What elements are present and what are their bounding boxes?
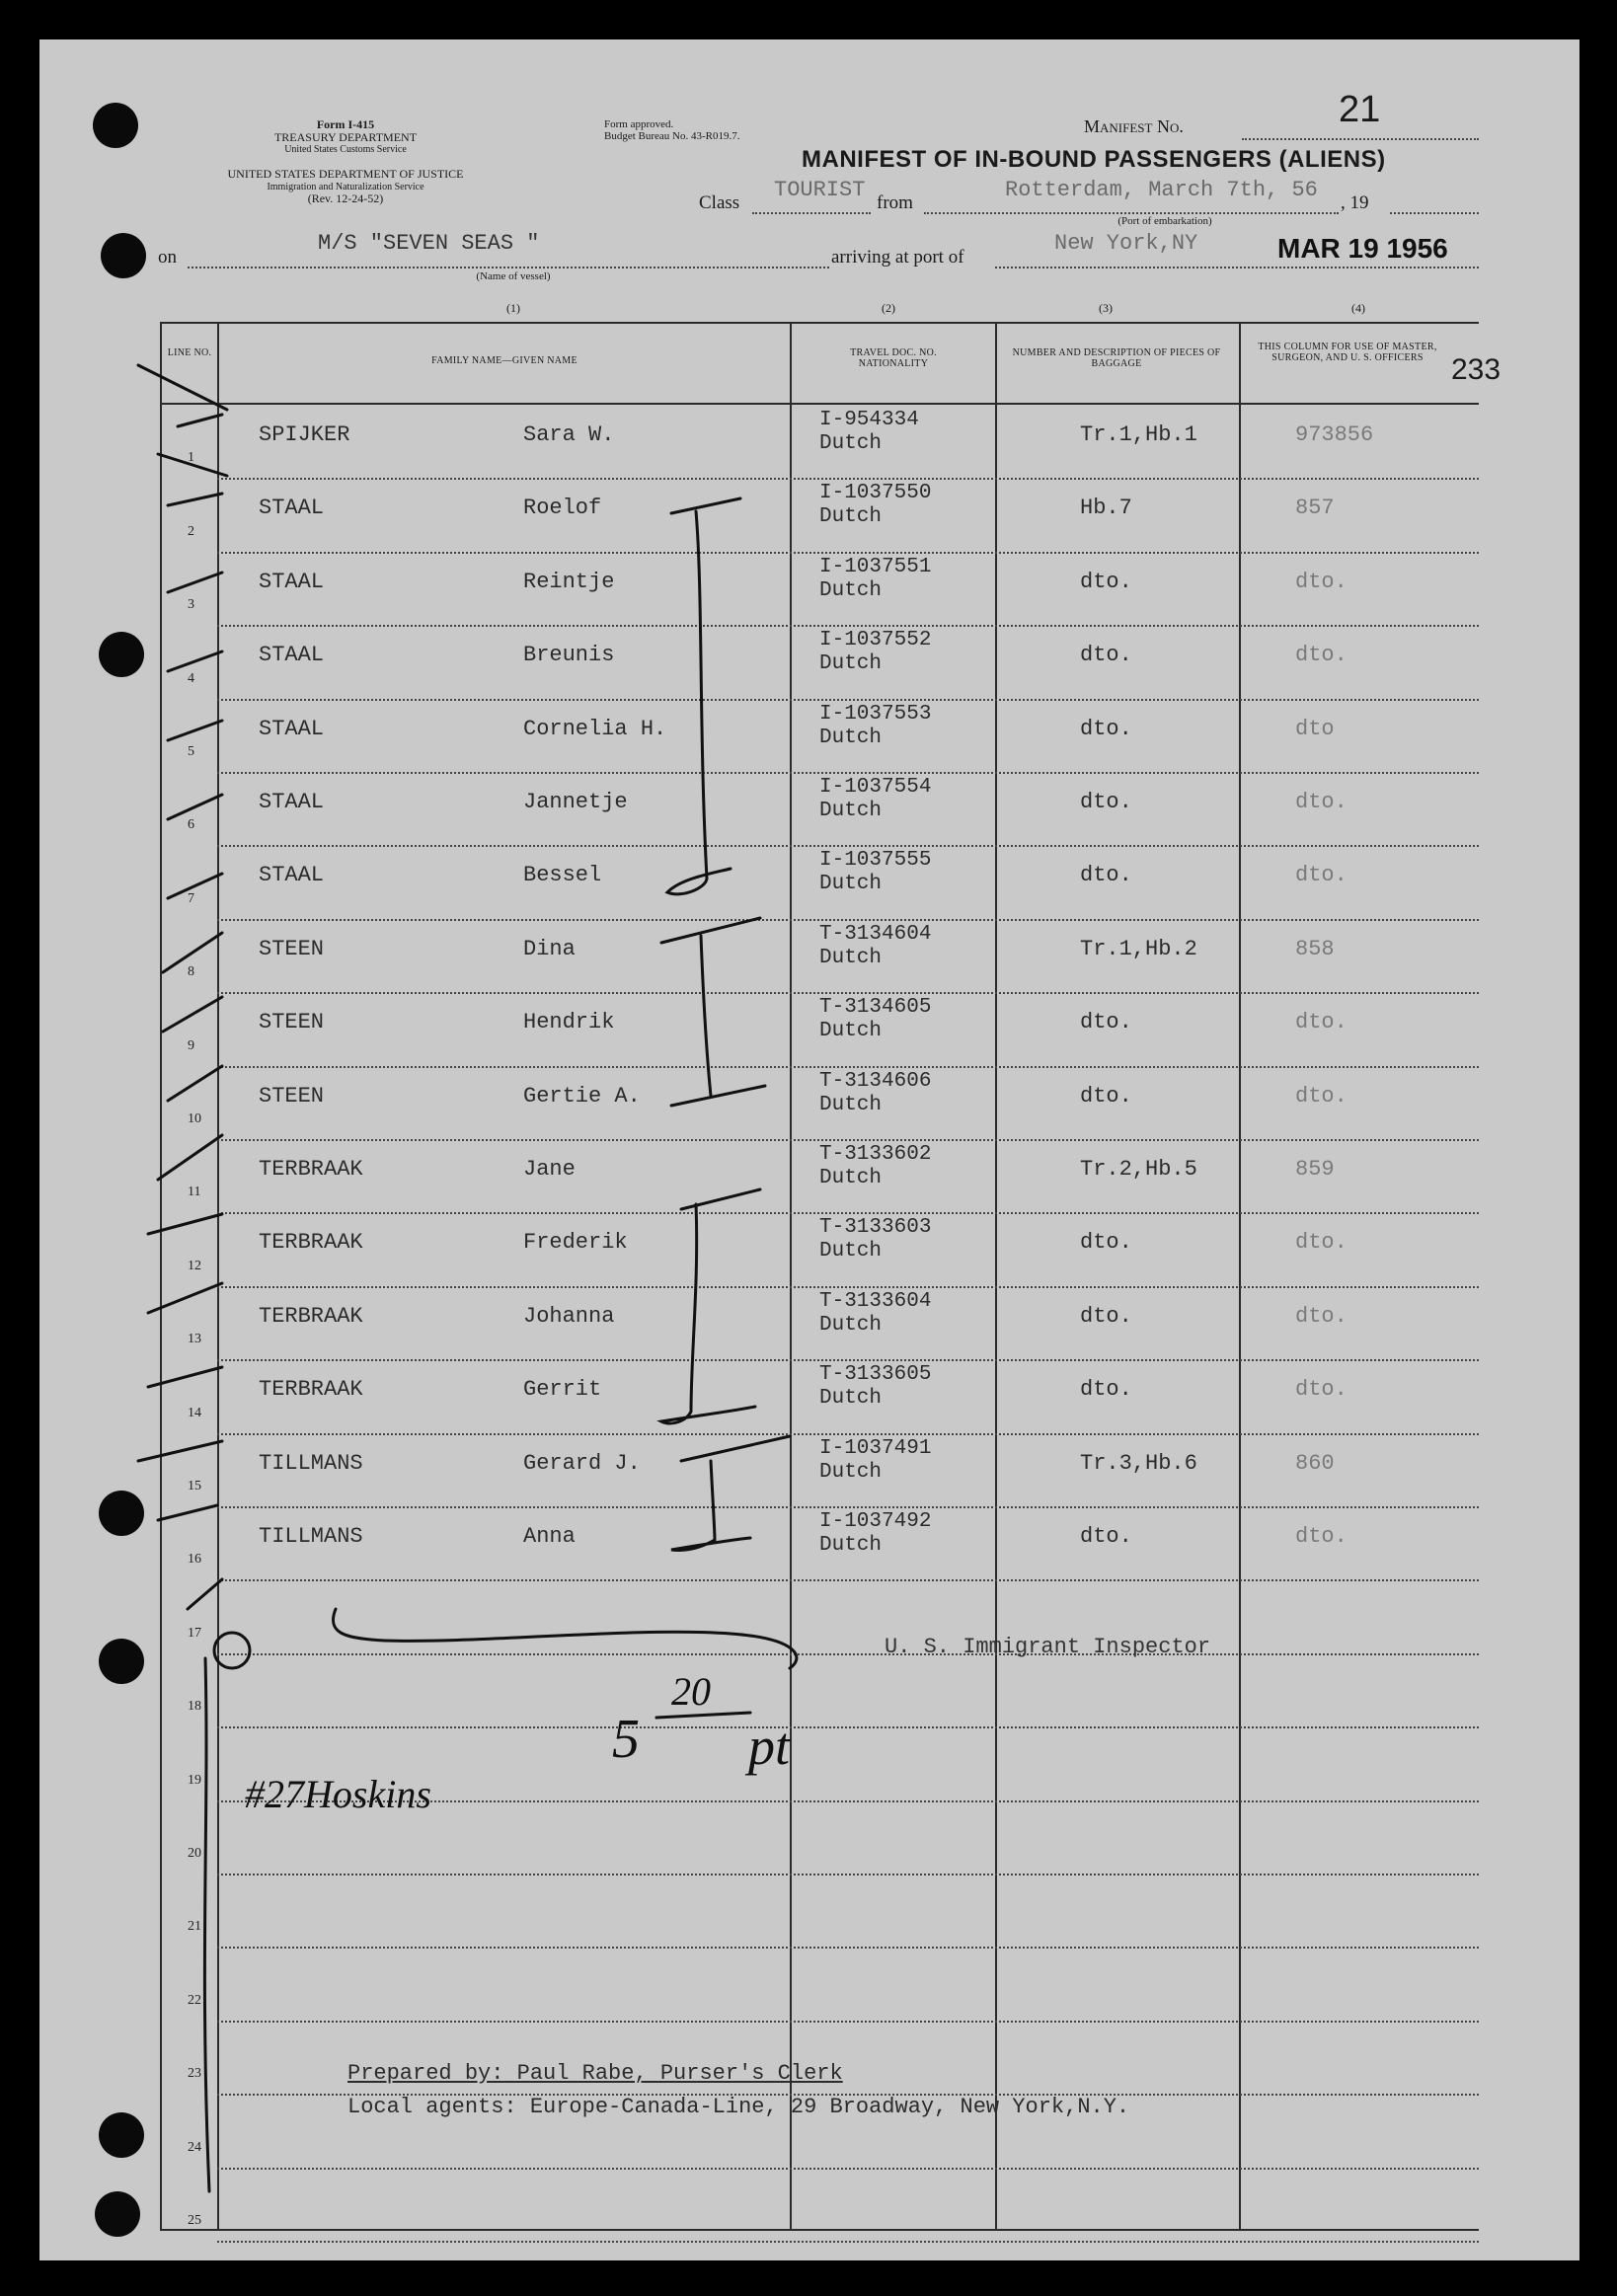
nationality: Dutch bbox=[819, 505, 883, 529]
officer-note: dto. bbox=[1295, 1524, 1348, 1549]
customs-service: United States Customs Service bbox=[284, 144, 407, 155]
travel-doc-number: T-3133602 bbox=[819, 1143, 932, 1166]
travel-doc-number: T-3133603 bbox=[819, 1216, 932, 1240]
given-name: Frederik bbox=[523, 1230, 628, 1256]
bracket-terbraak bbox=[661, 1189, 760, 1423]
arrival-port: New York,NY bbox=[1054, 231, 1198, 256]
officer-note: 860 bbox=[1295, 1450, 1335, 1476]
nationality: Dutch bbox=[819, 726, 883, 749]
line-number: 6 bbox=[188, 817, 194, 833]
family-name: SPIJKER bbox=[259, 422, 350, 447]
line-number: 25 bbox=[188, 2212, 201, 2228]
nationality: Dutch bbox=[819, 800, 883, 822]
line-number: 1 bbox=[188, 450, 194, 466]
given-name: Jane bbox=[523, 1157, 576, 1182]
travel-doc-number: I-1037554 bbox=[819, 776, 932, 799]
baggage: Hb.7 bbox=[1080, 496, 1132, 521]
nationality: Dutch bbox=[819, 1387, 883, 1411]
officer-note: 859 bbox=[1295, 1157, 1335, 1182]
class-label: Class bbox=[699, 192, 740, 213]
baggage: dto. bbox=[1080, 1524, 1132, 1549]
revision: (Rev. 12-24-52) bbox=[307, 191, 384, 205]
line-number: 18 bbox=[188, 1699, 201, 1715]
baggage: dto. bbox=[1080, 1303, 1132, 1329]
line-number: 20 bbox=[188, 1845, 201, 1861]
nationality: Dutch bbox=[819, 652, 883, 676]
given-name: Sara W. bbox=[523, 422, 615, 447]
family-name: STAAL bbox=[259, 790, 325, 814]
line-number: 16 bbox=[188, 1552, 201, 1568]
line-number: 2 bbox=[188, 523, 194, 539]
travel-doc-number: I-1037552 bbox=[819, 629, 932, 652]
travel-doc-number: I-1037492 bbox=[819, 1510, 932, 1533]
nationality: Dutch bbox=[819, 1460, 883, 1484]
officer-note: dto bbox=[1295, 716, 1335, 741]
line-number: 17 bbox=[188, 1625, 201, 1641]
bracket-steen bbox=[661, 918, 765, 1106]
family-name: STAAL bbox=[259, 569, 325, 594]
local-agents: Local agents: Europe-Canada-Line, 29 Broadway, New York,N.Y. bbox=[347, 2095, 1130, 2119]
header-officers: THIS COLUMN FOR USE OF MASTER, SURGEON, AND U. S. OFFICERS bbox=[1258, 342, 1437, 363]
col-index-3: (3) bbox=[1099, 301, 1113, 315]
officer-note: dto. bbox=[1295, 1303, 1348, 1329]
given-name: Gerard J. bbox=[523, 1450, 641, 1476]
given-name: Bessel bbox=[523, 863, 602, 888]
baggage: dto. bbox=[1080, 790, 1132, 814]
vessel-name: M/S "SEVEN SEAS " bbox=[318, 231, 540, 256]
nationality: Dutch bbox=[819, 1093, 883, 1116]
nationality: Dutch bbox=[819, 1020, 883, 1043]
family-name: STAAL bbox=[259, 863, 325, 888]
family-name: STAAL bbox=[259, 643, 325, 668]
travel-doc-number: I-1037550 bbox=[819, 482, 932, 505]
given-name: Cornelia H. bbox=[523, 716, 667, 741]
line-number: 5 bbox=[188, 743, 194, 759]
nationality: Dutch bbox=[819, 946, 883, 969]
line-number: 11 bbox=[188, 1185, 201, 1200]
handwritten-count: 5 bbox=[612, 1709, 640, 1770]
travel-doc-number: T-3133605 bbox=[819, 1363, 932, 1387]
line-number: 15 bbox=[188, 1478, 201, 1493]
header-travel-doc: TRAVEL DOC. NO. NATIONALITY bbox=[850, 347, 937, 369]
travel-doc-number: I-1037555 bbox=[819, 849, 932, 873]
line-17-circle bbox=[214, 1633, 250, 1668]
budget-bureau: Budget Bureau No. 43-R019.7. bbox=[604, 130, 740, 142]
officer-note: dto. bbox=[1295, 1083, 1348, 1109]
given-name: Dina bbox=[523, 936, 576, 961]
col-index-2: (2) bbox=[882, 301, 895, 315]
line-number: 8 bbox=[188, 964, 194, 980]
manifest-no-label: Manifest No. bbox=[1084, 116, 1184, 136]
baggage: dto. bbox=[1080, 1377, 1132, 1403]
prepared-by: Prepared by: Paul Rabe, Purser's Clerk bbox=[347, 2061, 843, 2086]
form-approved: Form approved. bbox=[604, 118, 674, 130]
nationality: Dutch bbox=[819, 873, 883, 896]
baggage: dto. bbox=[1080, 1230, 1132, 1256]
baggage: dto. bbox=[1080, 1010, 1132, 1035]
officer-note: dto. bbox=[1295, 863, 1348, 888]
family-name: STAAL bbox=[259, 496, 325, 521]
arriving-label: arriving at port of bbox=[831, 247, 964, 268]
tick-marks bbox=[138, 415, 222, 1609]
year-label: , 19 bbox=[1341, 192, 1369, 213]
col-index-1: (1) bbox=[506, 301, 520, 315]
given-name: Roelof bbox=[523, 496, 602, 521]
bracket-staal bbox=[667, 498, 740, 894]
travel-doc-number: T-3134604 bbox=[819, 922, 932, 946]
treasury-dept: TREASURY DEPARTMENT bbox=[273, 130, 418, 144]
handwritten-marks bbox=[39, 39, 1579, 2260]
line-number: 14 bbox=[188, 1405, 201, 1420]
given-name: Gerrit bbox=[523, 1377, 602, 1403]
line-number: 19 bbox=[188, 1772, 201, 1788]
officer-note: dto. bbox=[1295, 790, 1348, 814]
header-line-no: LINE NO. bbox=[167, 347, 212, 358]
family-name: STAAL bbox=[259, 716, 325, 741]
handwritten-note: #27Hoskins bbox=[245, 1772, 431, 1816]
given-name: Jannetje bbox=[523, 790, 628, 814]
given-name: Reintje bbox=[523, 569, 615, 594]
travel-doc-number: I-1037553 bbox=[819, 702, 932, 726]
from-label: from bbox=[877, 192, 913, 213]
officer-note: dto. bbox=[1295, 569, 1348, 594]
line-number: 13 bbox=[188, 1332, 201, 1347]
family-name: TERBRAAK bbox=[259, 1303, 363, 1329]
travel-doc-number: I-1037491 bbox=[819, 1436, 932, 1460]
check-line bbox=[138, 365, 227, 476]
officer-note: dto. bbox=[1295, 1010, 1348, 1035]
officer-note: 973856 bbox=[1295, 422, 1374, 447]
line-number: 23 bbox=[188, 2066, 201, 2082]
given-name: Gertie A. bbox=[523, 1083, 641, 1109]
ins-service: Immigration and Naturalization Service bbox=[267, 182, 424, 192]
col-index-4: (4) bbox=[1351, 301, 1365, 315]
family-name: TERBRAAK bbox=[259, 1230, 363, 1256]
baggage: dto. bbox=[1080, 863, 1132, 888]
arrival-date-stamp: MAR 19 1956 bbox=[1277, 233, 1448, 264]
port-embarkation-label: (Port of embarkation) bbox=[1117, 215, 1212, 227]
justice-dept: UNITED STATES DEPARTMENT OF JUSTICE bbox=[227, 167, 464, 181]
officer-note: dto. bbox=[1295, 643, 1348, 668]
baggage: Tr.1,Hb.1 bbox=[1080, 422, 1197, 447]
header-name: FAMILY NAME—GIVEN NAME bbox=[431, 355, 578, 366]
class-value: TOURIST bbox=[774, 178, 866, 202]
travel-doc-number: T-3133604 bbox=[819, 1289, 932, 1313]
officer-note: 858 bbox=[1295, 936, 1335, 961]
officer-note: dto. bbox=[1295, 1230, 1348, 1256]
inspector-label: U. S. Immigrant Inspector bbox=[885, 1635, 1211, 1659]
manifest-page bbox=[39, 39, 1579, 2260]
given-name: Hendrik bbox=[523, 1010, 615, 1035]
page-number: 233 bbox=[1451, 353, 1502, 386]
family-name: STEEN bbox=[259, 1010, 325, 1035]
baggage: dto. bbox=[1080, 643, 1132, 668]
travel-doc-number: I-954334 bbox=[819, 409, 919, 431]
travel-doc-number: T-3134605 bbox=[819, 996, 932, 1020]
family-name: STEEN bbox=[259, 1083, 325, 1109]
line-number: 24 bbox=[188, 2139, 201, 2155]
travel-doc-number: T-3134606 bbox=[819, 1069, 932, 1093]
line-number: 10 bbox=[188, 1110, 201, 1126]
bracket-tillmans bbox=[671, 1436, 790, 1551]
line-number: 4 bbox=[188, 670, 194, 686]
baggage: dto. bbox=[1080, 1083, 1132, 1109]
nationality: Dutch bbox=[819, 432, 883, 455]
given-name: Breunis bbox=[523, 643, 615, 668]
officer-note: dto. bbox=[1295, 1377, 1348, 1403]
family-name: TERBRAAK bbox=[259, 1157, 363, 1182]
line-number: 21 bbox=[188, 1919, 201, 1935]
nationality: Dutch bbox=[819, 1240, 883, 1263]
line-number: 7 bbox=[188, 890, 194, 906]
family-name: TILLMANS bbox=[259, 1524, 363, 1549]
nationality: Dutch bbox=[819, 1167, 883, 1189]
family-name: TILLMANS bbox=[259, 1450, 363, 1476]
handwritten-superscript: 20 bbox=[671, 1669, 711, 1714]
baggage: dto. bbox=[1080, 569, 1132, 594]
signature-loop bbox=[333, 1609, 796, 1668]
baggage: Tr.3,Hb.6 bbox=[1080, 1450, 1197, 1476]
baggage: dto. bbox=[1080, 716, 1132, 741]
family-name: STEEN bbox=[259, 936, 325, 961]
travel-doc-number: I-1037551 bbox=[819, 555, 932, 578]
nationality: Dutch bbox=[819, 578, 883, 602]
on-label: on bbox=[158, 247, 177, 268]
nationality: Dutch bbox=[819, 1534, 883, 1557]
baggage: Tr.1,Hb.2 bbox=[1080, 936, 1197, 961]
baggage: Tr.2,Hb.5 bbox=[1080, 1157, 1197, 1182]
line-number: 12 bbox=[188, 1258, 201, 1273]
vessel-name-label: (Name of vessel) bbox=[476, 270, 551, 282]
officer-note: 857 bbox=[1295, 496, 1335, 521]
nationality: Dutch bbox=[819, 1313, 883, 1337]
family-name: TERBRAAK bbox=[259, 1377, 363, 1403]
line-number: 9 bbox=[188, 1037, 194, 1053]
manifest-title: MANIFEST OF IN-BOUND PASSENGERS (ALIENS) bbox=[802, 146, 1386, 173]
form-number: Form I-415 bbox=[316, 117, 375, 131]
given-name: Anna bbox=[523, 1524, 576, 1549]
given-name: Johanna bbox=[523, 1303, 615, 1329]
from-value: Rotterdam, March 7th, 56 bbox=[1005, 178, 1318, 202]
line-number: 22 bbox=[188, 1992, 201, 2008]
header-baggage: NUMBER AND DESCRIPTION OF PIECES OF BAGGAGE bbox=[1012, 347, 1221, 369]
manifest-number: 21 bbox=[1339, 89, 1381, 130]
line-number: 3 bbox=[188, 597, 194, 613]
left-margin-curve bbox=[204, 1658, 209, 2191]
handwritten-initials: pt bbox=[748, 1717, 791, 1776]
